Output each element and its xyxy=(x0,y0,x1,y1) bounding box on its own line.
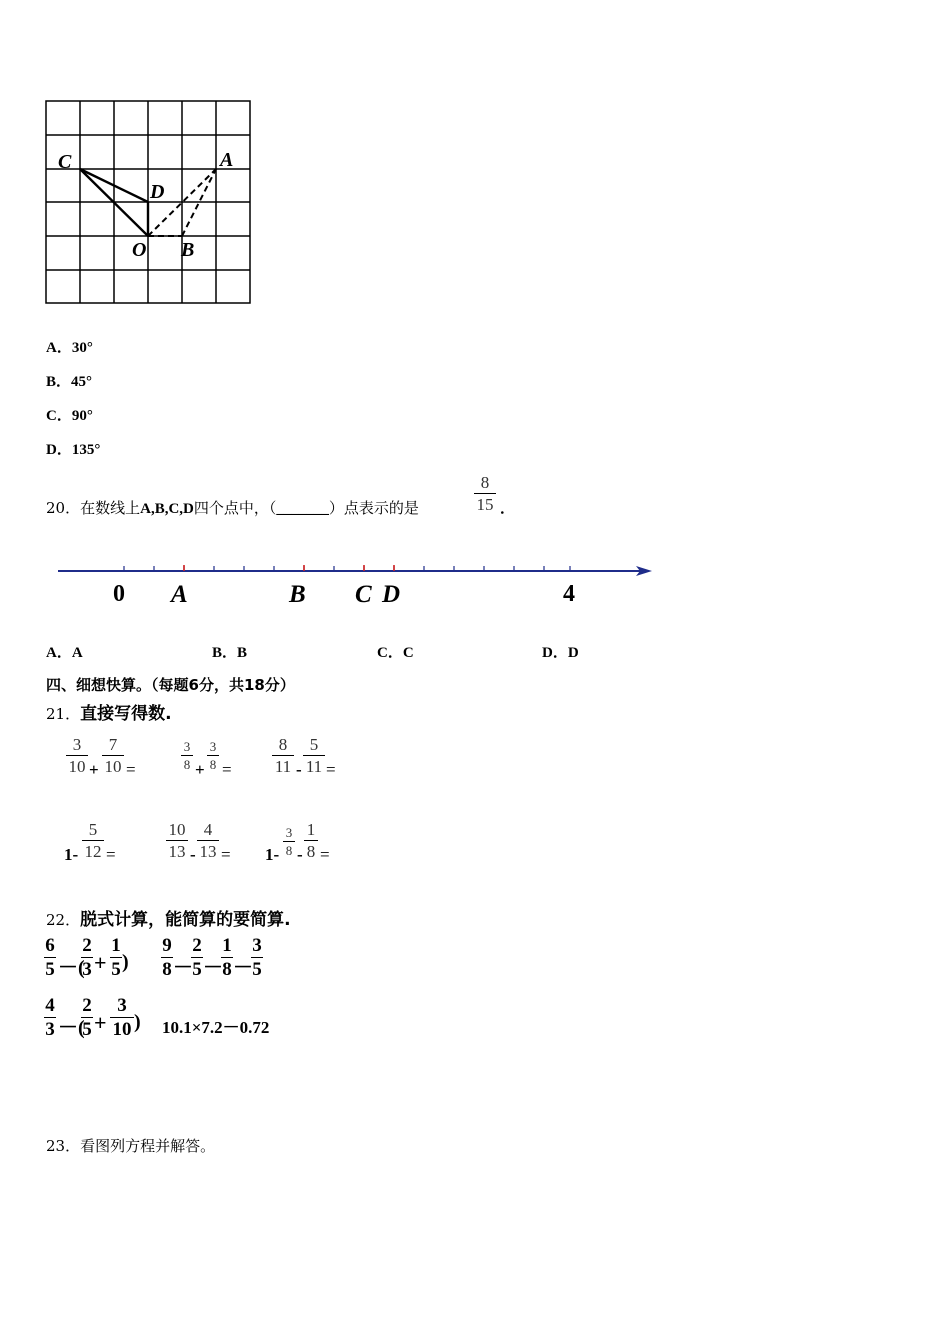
label-a: A xyxy=(220,149,234,171)
numberline-four: 4 xyxy=(563,581,575,607)
q22-heading xyxy=(46,905,291,930)
q20-option-c[interactable]: C．C xyxy=(377,645,414,661)
q20-option-b[interactable]: B．B xyxy=(212,645,248,661)
numberline-d: D xyxy=(382,581,401,608)
q22-title: 脱式计算，能简算的要简算. xyxy=(80,910,291,930)
label-c: C xyxy=(58,151,72,173)
q20-option-a[interactable]: A．A xyxy=(46,645,83,661)
q19-option-a[interactable]: A．30° xyxy=(46,340,93,356)
q22-number: 22． xyxy=(46,911,81,929)
q20-number: 20． xyxy=(46,499,81,517)
numberline-b: B xyxy=(289,581,306,608)
label-o: O xyxy=(132,239,147,261)
q20-option-d[interactable]: D．D xyxy=(542,645,579,661)
q20-question: 20．在数线上A,B,C,D四个点中，（_______）点表示的是 xyxy=(46,499,419,517)
q21-title: 直接写得数. xyxy=(80,704,172,724)
q19-option-c[interactable]: C．90° xyxy=(46,408,93,424)
q21-heading xyxy=(46,699,172,724)
grid-angle-figure xyxy=(40,96,255,308)
numberline-a: A xyxy=(171,581,188,608)
q19-option-d[interactable]: D．135° xyxy=(46,442,101,458)
q23-question: 23．看图列方程并解答。 xyxy=(46,1137,216,1155)
numberline-c: C xyxy=(355,581,372,608)
q20-fraction: 8 15 xyxy=(474,474,496,513)
q22-expression-4: 10.1×7.2－0.72 xyxy=(162,1018,270,1037)
q21-number: 21． xyxy=(46,705,81,723)
label-d: D xyxy=(150,181,165,203)
q19-option-b[interactable]: B．45° xyxy=(46,374,93,390)
number-line xyxy=(54,556,656,612)
numberline-zero: 0 xyxy=(113,581,125,607)
section-title: 四、细想快算。（每题6分，共18分） xyxy=(46,676,295,694)
label-b: B xyxy=(181,239,195,261)
q20-blank[interactable]: _______ xyxy=(276,501,329,517)
q23-number: 23． xyxy=(46,1137,81,1155)
